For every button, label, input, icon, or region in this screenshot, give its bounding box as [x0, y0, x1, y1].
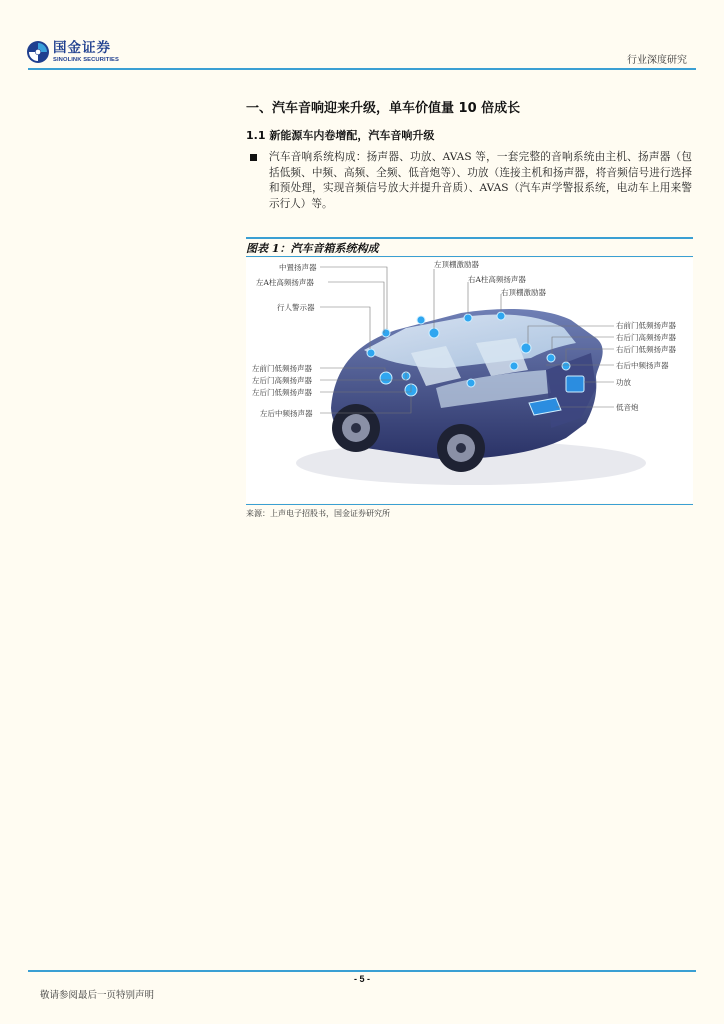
callout-subwoofer: 低音炮	[616, 403, 639, 412]
subsection-title: 1.1 新能源车内卷增配，汽车音响升级	[246, 129, 435, 142]
disclaimer-note: 敬请参阅最后一页特别声明	[40, 990, 155, 1001]
callout-right-rear-door-tweeter: 右后门高频扬声器	[616, 333, 676, 342]
bullet-text: 汽车音响系统构成：扬声器、功放、AVAS 等，一套完整的音响系统由主机、扬声器（包括低频、中频、高频、全频、低音炮等）、功放（连接主机和扬声器，将音频信号进行选择和预处理，实现音频信号放大并提升音质）、AVAS（汽车声学警报系统，电动车上用来警示行人）等。	[269, 151, 692, 210]
page-number: - 5 -	[353, 974, 370, 984]
figure-bottom-divider	[246, 504, 693, 505]
square-bullet-icon	[250, 154, 257, 161]
callout-pedestrian-warning: 行人警示器	[277, 303, 315, 312]
bullet-paragraph	[250, 150, 692, 212]
figure-title-divider	[246, 256, 693, 257]
logo-english-name: SINOLINK SECURITIES	[53, 56, 119, 63]
callout-right-rear-door-woofer: 右后门低频扬声器	[616, 345, 676, 354]
callout-left-rear-door-woofer: 左后门低频扬声器	[252, 388, 312, 397]
section-title: 一、汽车音响迎来升级，单车价值量 10 倍成长	[246, 101, 521, 116]
callout-amplifier: 功放	[616, 378, 631, 387]
callout-center-speaker: 中置扬声器	[279, 263, 317, 272]
callout-left-rear-door-tweeter: 左后门高频扬声器	[252, 376, 312, 385]
callout-left-roof-exciter: 左顶棚激励器	[434, 260, 479, 269]
callout-right-roof-exciter: 右顶棚激励器	[501, 288, 546, 297]
car-audio-diagram	[246, 258, 693, 503]
header-divider	[28, 68, 696, 70]
callout-left-rear-midrange: 左后中频扬声器	[260, 409, 313, 418]
figure-top-divider	[246, 237, 693, 239]
figure-source: 来源：上声电子招股书，国金证券研究所	[246, 509, 390, 518]
sinolink-logo-icon	[26, 40, 50, 64]
logo-chinese-name: 国金证券	[53, 39, 111, 56]
callout-left-a-pillar-tweeter: 左A柱高频扬声器	[256, 278, 314, 287]
callout-right-a-pillar-tweeter: 右A柱高频扬声器	[468, 275, 526, 284]
callout-left-front-door-woofer: 左前门低频扬声器	[252, 364, 312, 373]
callout-right-rear-midrange: 右后中频扬声器	[616, 361, 669, 370]
report-type: 行业深度研究	[627, 55, 687, 66]
figure-title: 图表 1：汽车音箱系统构成	[246, 242, 379, 255]
company-logo	[26, 40, 119, 64]
callout-right-front-door-woofer: 右前门低频扬声器	[616, 321, 676, 330]
footer-divider	[28, 970, 696, 972]
